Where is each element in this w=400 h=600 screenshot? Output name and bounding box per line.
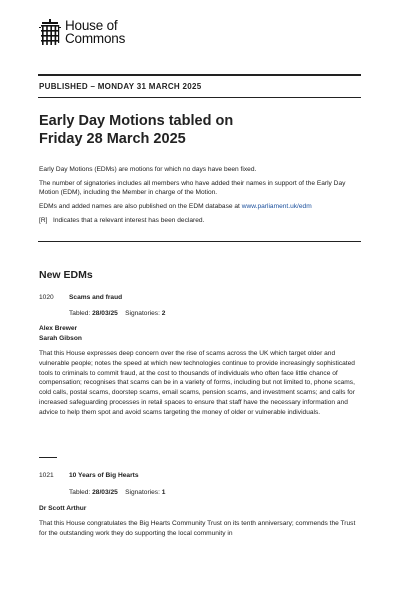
sponsor-name: Alex Brewer (39, 325, 78, 332)
portcullis-icon (39, 19, 61, 47)
intro-rule (38, 241, 361, 242)
intro-paragraph-3-text: EDMs and added names are also published on the EDM database at (39, 203, 242, 211)
motion-text: That this House expresses deep concern over the rise of scams across the UK which target older and vulnerable people; notes the speed at which new technologies continue to provide increasingly sophisticated tools to criminals to commit fraud, at the cost to thousands of individuals who often face little chance of compensation; recognises that scams can be in a variety of forms, including but not limited to, phone scams, cold calls, postal scams, doorstep scams, email scams, pension scams, and investment scams; and calls for increased safeguarding processes in retail spaces to ensure that staff have the necessary information and advice to help them spot and avoid scams targeting the money of older or vulnerable individuals. (39, 350, 355, 416)
title-line-2: Friday 28 March 2025 (39, 131, 186, 147)
intro-paragraph-3 (39, 202, 361, 212)
edm-title: Scams and fraud (69, 294, 123, 301)
interest-legend-key: [R] (39, 216, 48, 224)
sponsor-name: Sarah Gibson (39, 335, 82, 342)
page-title (39, 112, 359, 148)
intro-paragraph-2: The number of signatories includes all members who have added their names in support of the Early Day Motion (EDM), including the Member in charge of the Motion. (39, 179, 346, 197)
tabled-date: 28/03/25 (92, 489, 118, 496)
edm-number: 1021 (39, 472, 54, 479)
interest-legend (39, 216, 361, 226)
edm-number: 1020 (39, 294, 54, 301)
intro-notes (39, 165, 361, 226)
edm-title: 10 Years of Big Hearts (69, 472, 139, 479)
logo-line-2: Commons (65, 31, 126, 46)
signatories-label: Signatories: (125, 489, 160, 496)
intro-paragraph-1: Early Day Motions (EDMs) are motions for which no days have been fixed. (39, 166, 257, 173)
house-of-commons-logo (39, 19, 125, 47)
section-heading: New EDMs (39, 269, 93, 281)
title-line-1: Early Day Motions tabled on (39, 113, 234, 129)
edm-separator (39, 457, 57, 458)
header-rule-bottom (38, 97, 361, 98)
motion-text: That this House congratulates the Big Hearts Community Trust on its tenth anniversary; commends the Trust for the outstanding work they do supporting the local community in (39, 520, 356, 537)
tabled-label: Tabled: (69, 310, 91, 317)
header-rule-top (38, 74, 361, 76)
tabled-label: Tabled: (69, 489, 91, 496)
signatories-label: Signatories: (125, 310, 160, 317)
edm-database-link[interactable]: www.parliament.uk/edm (241, 203, 312, 211)
signatories-count: 1 (161, 489, 166, 496)
tabled-date: 28/03/25 (92, 310, 118, 317)
logo-wordmark (65, 19, 125, 45)
published-date: PUBLISHED – MONDAY 31 MARCH 2025 (39, 82, 202, 91)
edm-meta (69, 310, 165, 317)
edm-meta (69, 489, 165, 496)
signatories-count: 2 (161, 310, 166, 317)
logo-line-1: House of (65, 18, 118, 33)
sponsor-name: Dr Scott Arthur (39, 505, 87, 512)
interest-legend-text: Indicates that a relevant interest has been declared. (53, 216, 205, 224)
